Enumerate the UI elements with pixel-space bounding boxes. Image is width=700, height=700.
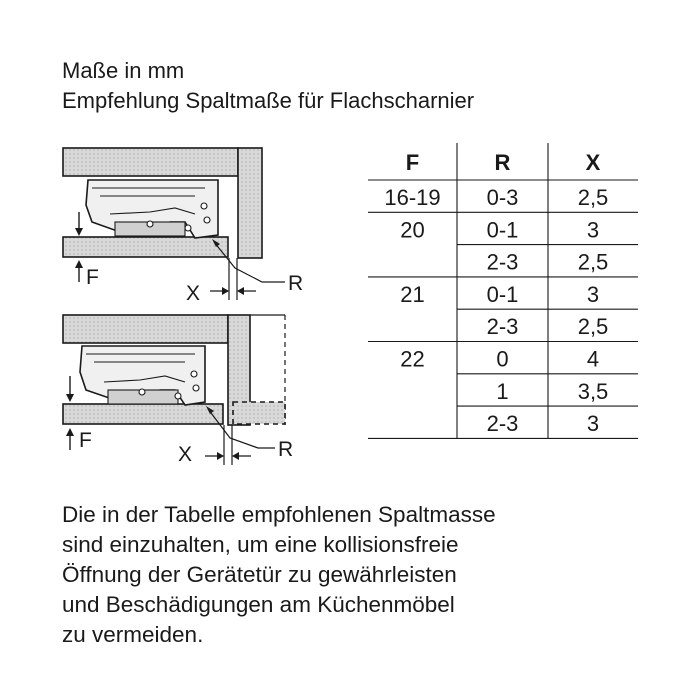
table-cell-f: 21 <box>400 281 425 307</box>
table-cell-x: 2,5 <box>577 249 609 275</box>
cabinet-top-panel-2 <box>63 315 228 343</box>
cabinet-side-wall <box>238 148 262 258</box>
table-header-x: X <box>585 150 601 175</box>
heading-title: Empfehlung Spaltmaße für Flachscharnier <box>62 88 475 113</box>
table-cell-r: 1 <box>496 378 509 404</box>
paragraph-line: sind einzuhalten, um eine kollisionsfreie <box>62 532 459 557</box>
instruction-paragraph <box>62 500 662 650</box>
gap-table <box>368 143 638 438</box>
label-x-bottom: X <box>178 443 193 466</box>
adjacent-door <box>233 402 285 424</box>
table-cell-f: 20 <box>400 217 425 243</box>
label-r-top: R <box>288 272 304 295</box>
paragraph-line: zu vermeiden. <box>62 622 204 647</box>
table-cell-r: 0 <box>496 346 509 372</box>
paragraph-line: und Beschädigungen am Küchenmöbel <box>62 592 455 617</box>
label-x-top: X <box>186 282 201 305</box>
table-cell-x: 2,5 <box>577 185 609 210</box>
table-cell-r: 2-3 <box>486 314 519 340</box>
label-r-bottom: R <box>278 438 294 461</box>
paragraph-line: Die in der Tabelle empfohlenen Spaltmasse <box>62 502 496 527</box>
table-cell-r: 0-3 <box>486 185 519 210</box>
table-cell-x: 3 <box>586 281 600 307</box>
table-cell-x: 3 <box>586 411 600 437</box>
table-cell-x: 3,5 <box>577 378 609 404</box>
paragraph-line: Öffnung der Gerätetür zu gewährleisten <box>62 562 457 587</box>
heading-units: Maße in mm <box>62 58 185 83</box>
door-panel-2 <box>63 404 223 424</box>
door-panel <box>63 237 228 257</box>
table-cell-r: 2-3 <box>486 249 519 275</box>
table-cell-f: 22 <box>400 346 425 372</box>
diagram-bottom <box>63 315 285 465</box>
table-cell-x: 3 <box>586 217 600 243</box>
table-cell-r: 0-1 <box>486 217 519 243</box>
table-cell-x: 4 <box>586 346 600 372</box>
label-f-top: F <box>86 266 99 289</box>
table-cell-r: 0-1 <box>486 281 519 307</box>
table-header-r: R <box>494 150 511 175</box>
label-f-bottom: F <box>79 429 92 452</box>
table-cell-x: 2,5 <box>577 314 609 340</box>
cabinet-top-panel <box>63 148 238 176</box>
table-header-f: F <box>405 150 420 175</box>
table-cell-r: 2-3 <box>486 411 519 437</box>
table-cell-f: 16-19 <box>384 185 441 210</box>
